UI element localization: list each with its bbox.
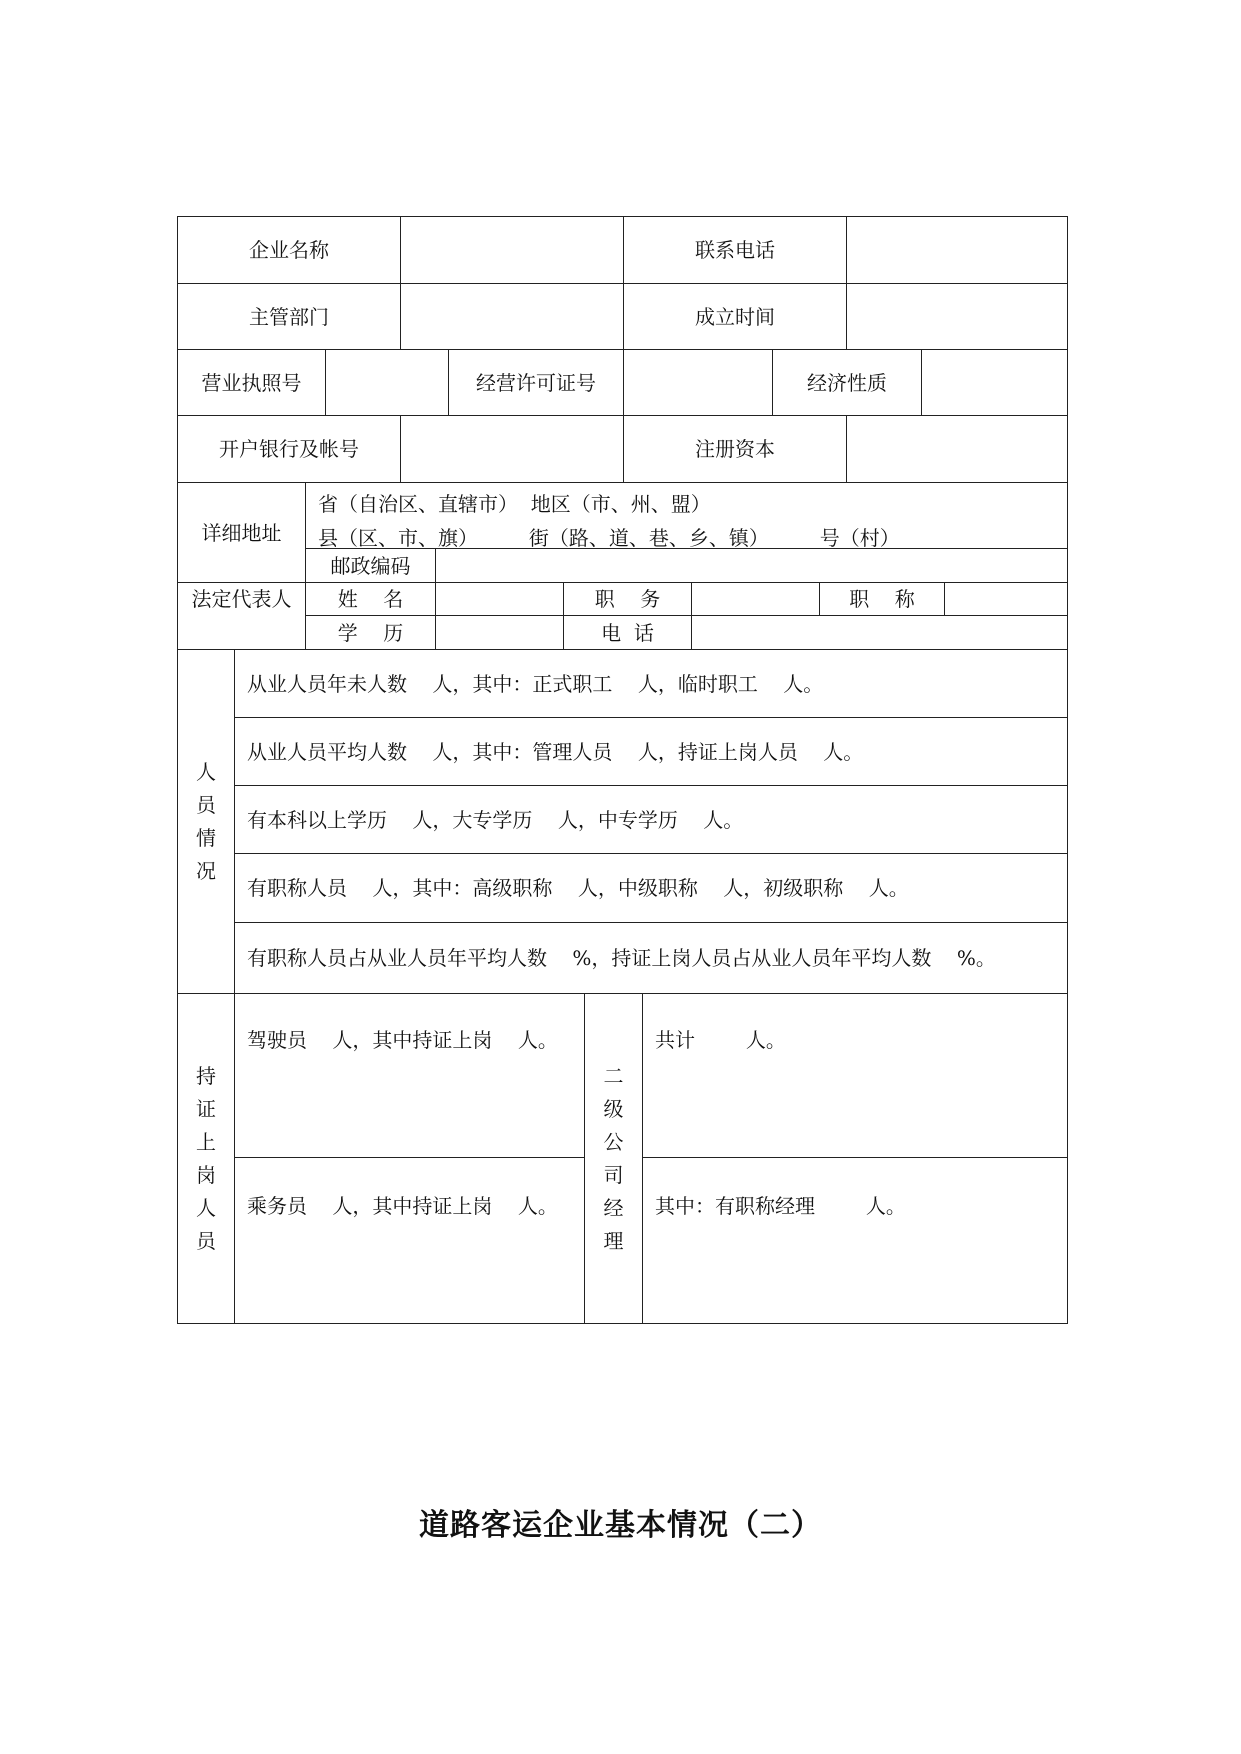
postal-code-label: 邮政编码	[306, 549, 436, 583]
staff-line-titles[interactable]: 有职称人员 人，其中：高级职称 人，中级职称 人，初级职称 人。	[235, 854, 1067, 923]
staff-label-text: 人员情况	[196, 759, 216, 883]
page-title: 道路客运企业基本情况（二）	[419, 1508, 822, 1543]
education-label: 学 历	[306, 616, 436, 650]
drivers-line[interactable]: 驾驶员 人，其中持证上岗 人。	[235, 994, 585, 1158]
position-label: 职 务	[564, 583, 692, 616]
certified-label-text: 持证上岗人员	[196, 1063, 216, 1253]
supervisor-field[interactable]	[401, 284, 624, 350]
license-no-field[interactable]	[326, 350, 449, 416]
education-field[interactable]	[436, 616, 564, 650]
address-field[interactable]	[306, 483, 1067, 549]
manager-label-text: 二级公司经理	[603, 1063, 624, 1253]
license-no-label: 营业执照号	[178, 350, 326, 416]
certified-section-label	[178, 994, 235, 1323]
supervisor-label: 主管部门	[178, 284, 401, 350]
founded-label: 成立时间	[624, 284, 847, 350]
staff-section-label	[178, 650, 235, 994]
tel-field[interactable]	[692, 616, 1067, 650]
founded-field[interactable]	[847, 284, 1067, 350]
company-name-label: 企业名称	[178, 217, 401, 284]
company-name-field[interactable]	[401, 217, 624, 284]
position-field[interactable]	[692, 583, 820, 616]
phone-label: 联系电话	[624, 217, 847, 284]
staff-line-ratios[interactable]: 有职称人员占从业人员年平均人数 %，持证上岗人员占从业人员年平均人数 %。	[235, 923, 1067, 994]
staff-line-average[interactable]: 从业人员平均人数 人，其中：管理人员 人，持证上岗人员 人。	[235, 718, 1067, 786]
manager-section-label	[585, 994, 643, 1323]
attendants-line[interactable]: 乘务员 人，其中持证上岗 人。	[235, 1158, 585, 1323]
permit-no-field[interactable]	[624, 350, 773, 416]
name-label: 姓 名	[306, 583, 436, 616]
postal-code-field[interactable]	[436, 549, 1067, 583]
phone-field[interactable]	[847, 217, 1067, 284]
registered-capital-label: 注册资本	[624, 416, 847, 483]
job-title-label: 职 称	[820, 583, 945, 616]
economic-nature-field[interactable]	[922, 350, 1067, 416]
bank-account-field[interactable]	[401, 416, 624, 483]
address-label: 详细地址	[178, 483, 306, 583]
legal-rep-label: 法定代表人	[178, 583, 306, 650]
address-line-county: 县（区、市、旗） 街（路、道、巷、乡、镇） 号（村）	[318, 526, 900, 550]
titled-managers-line[interactable]: 其中：有职称经理 人。	[655, 1194, 906, 1218]
staff-line-year-end[interactable]: 从业人员年未人数 人，其中：正式职工 人，临时职工 人。	[235, 650, 1067, 718]
permit-no-label: 经营许可证号	[449, 350, 624, 416]
tel-label: 电 话	[564, 616, 692, 650]
economic-nature-label: 经济性质	[773, 350, 922, 416]
address-line-province: 省（自治区、直辖市） 地区（市、州、盟）	[318, 492, 711, 516]
enterprise-info-form	[177, 216, 1068, 1324]
registered-capital-field[interactable]	[847, 416, 1067, 483]
name-field[interactable]	[436, 583, 564, 616]
staff-line-education[interactable]: 有本科以上学历 人，大专学历 人，中专学历 人。	[235, 786, 1067, 854]
manager-total-line[interactable]: 共计 人。	[643, 994, 1067, 1158]
bank-account-label: 开户银行及帐号	[178, 416, 401, 483]
job-title-field[interactable]	[945, 583, 1067, 616]
